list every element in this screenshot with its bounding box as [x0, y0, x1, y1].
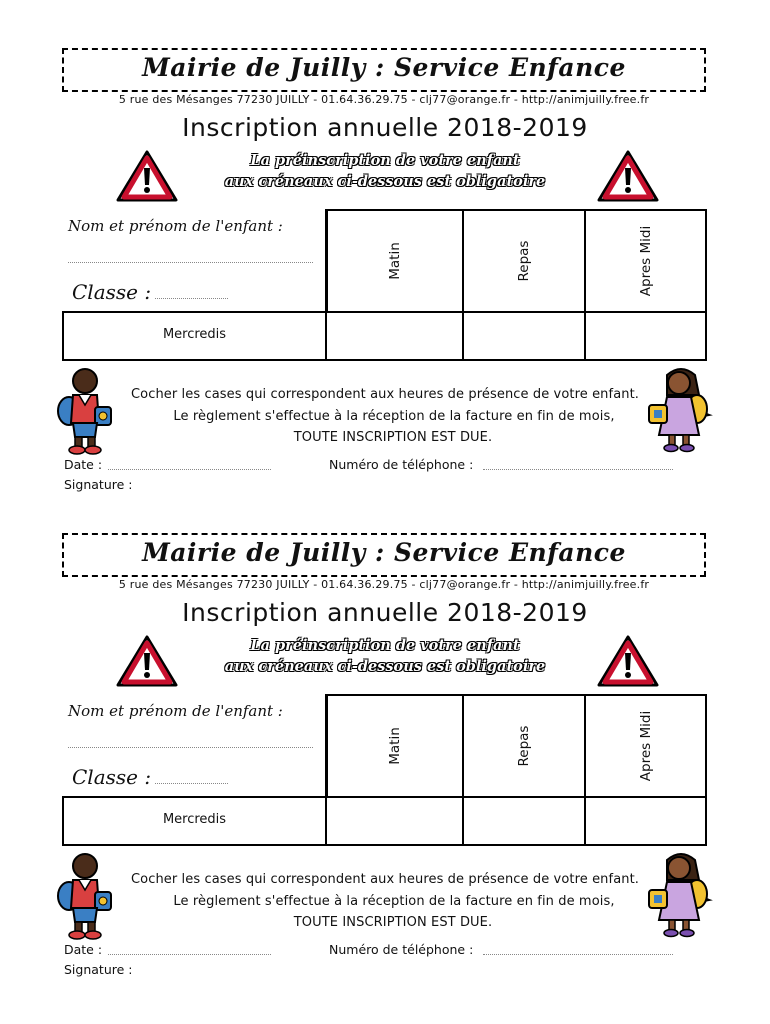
column-label-matin: Matin — [387, 242, 403, 280]
warning-text-line-2: aux créneaux ci-dessous est obligatoire — [224, 658, 546, 675]
info-line-2: Le règlement s'effectue à la réception de la facture en fin de mois, — [173, 894, 615, 909]
info-line-1: Cocher les cases qui correspondent aux heures de présence de votre enfant. — [130, 872, 640, 887]
registration-form-1 — [0, 0, 770, 500]
address-line: 5 rue des Mésanges 77230 JUILLY - 01.64.36.29.75 - clj77@orange.fr - http://animjuilly.free.fr — [62, 578, 706, 591]
phone-label: Numéro de téléphone : — [329, 942, 474, 957]
registration-form-2 — [0, 485, 770, 985]
schedule-table — [62, 209, 707, 361]
class-label: Classe : — [72, 280, 152, 304]
info-line-3: TOUTE INSCRIPTION EST DUE. — [293, 430, 493, 445]
header-title: Mairie de Juilly : Service Enfance — [142, 538, 626, 567]
checkbox-mercredi-apres-midi[interactable] — [584, 796, 707, 846]
row-label-mercredis — [62, 796, 327, 846]
date-label: Date : — [64, 457, 103, 472]
warning-text-line-2: aux créneaux ci-dessous est obligatoire — [224, 173, 546, 190]
column-header-matin — [325, 694, 464, 798]
checkbox-mercredi-matin[interactable] — [325, 796, 464, 846]
date-field[interactable] — [108, 469, 271, 470]
signature-label: Signature : — [64, 962, 133, 977]
checkbox-mercredi-repas[interactable] — [462, 311, 586, 361]
warning-text-line-1: La préinscription de votre enfant — [250, 637, 520, 654]
column-label-apres-midi: Apres Midi — [637, 225, 654, 297]
phone-label: Numéro de téléphone : — [329, 457, 474, 472]
row-label-mercredis — [62, 311, 327, 361]
column-header-repas — [462, 694, 586, 798]
info-line-3: TOUTE INSCRIPTION EST DUE. — [293, 915, 493, 930]
checkbox-mercredi-repas[interactable] — [462, 796, 586, 846]
column-label-apres-midi: Apres Midi — [637, 710, 654, 782]
form-subtitle: Inscription annuelle 2018-2019 — [182, 598, 588, 627]
row-label-text: Mercredis — [162, 812, 227, 827]
date-label: Date : — [64, 942, 103, 957]
info-line-2: Le règlement s'effectue à la réception de la facture en fin de mois, — [173, 409, 615, 424]
checkbox-mercredi-matin[interactable] — [325, 311, 464, 361]
address-line: 5 rue des Mésanges 77230 JUILLY - 01.64.36.29.75 - clj77@orange.fr - http://animjuilly.free.fr — [62, 93, 706, 106]
column-header-repas — [462, 209, 586, 313]
column-header-apres-midi — [584, 209, 707, 313]
column-label-matin: Matin — [387, 727, 403, 765]
column-label-repas: Repas — [516, 725, 532, 767]
column-header-matin — [325, 209, 464, 313]
class-label: Classe : — [72, 765, 152, 789]
row-label-text: Mercredis — [162, 327, 227, 342]
phone-field[interactable] — [483, 469, 673, 470]
column-label-repas: Repas — [516, 240, 532, 282]
checkbox-mercredi-apres-midi[interactable] — [584, 311, 707, 361]
date-field[interactable] — [108, 954, 271, 955]
column-header-apres-midi — [584, 694, 707, 798]
form-subtitle: Inscription annuelle 2018-2019 — [182, 113, 588, 142]
header-box — [62, 533, 706, 577]
warning-text-line-1: La préinscription de votre enfant — [250, 152, 520, 169]
child-name-label: Nom et prénom de l'enfant : — [68, 217, 283, 235]
signature-label: Signature : — [64, 477, 133, 492]
header-box — [62, 48, 706, 92]
phone-field[interactable] — [483, 954, 673, 955]
header-title: Mairie de Juilly : Service Enfance — [142, 53, 626, 82]
schedule-table — [62, 694, 707, 846]
info-line-1: Cocher les cases qui correspondent aux heures de présence de votre enfant. — [130, 387, 640, 402]
child-name-label: Nom et prénom de l'enfant : — [68, 702, 283, 720]
